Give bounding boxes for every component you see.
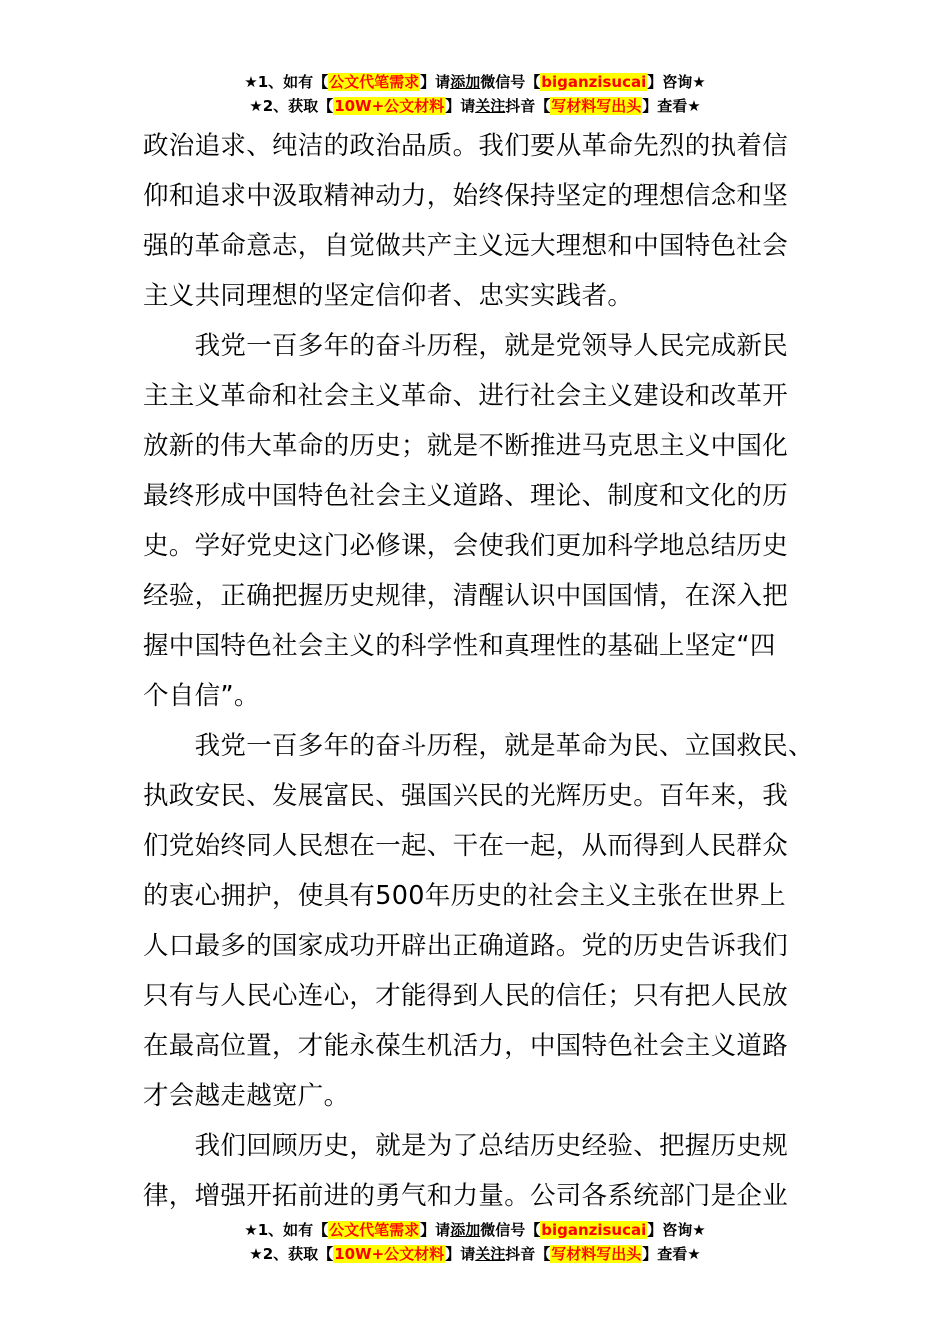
text-line: 主主义革命和社会主义革命、进行社会主义建设和改革开 (143, 381, 789, 411)
text-line: 主义共同理想的坚定信仰者、忠实实践者。 (143, 281, 634, 311)
text-line: 我们回顾历史，就是为了总结历史经验、把握历史规 (143, 1131, 789, 1161)
banner-text: 】请 (445, 1245, 476, 1263)
text-line: 握中国特色社会主义的科学性和真理性的基础上坚定“四 (143, 631, 776, 661)
banner-underlined: 添加 (450, 73, 481, 91)
banner-text: ★2、获取【 (249, 97, 334, 115)
footer-banner (0, 1218, 950, 1266)
text-line: 史。学好党史这门必修课，会使我们更加科学地总结历史 (143, 531, 789, 561)
text-line: 在最高位置，才能永葆生机活力，中国特色社会主义道路 (143, 1031, 789, 1061)
banner-text: 】咨询★ (647, 73, 706, 91)
banner-text: 】请 (420, 1221, 451, 1239)
banner-underlined: 添加 (450, 1221, 481, 1239)
banner-line-2 (0, 1242, 950, 1266)
banner-text: 微信号【 (480, 1221, 541, 1239)
banner-highlight: 10W+公文材料 (334, 97, 445, 115)
header-banner (0, 70, 950, 118)
banner-text: 】查看★ (642, 1245, 701, 1263)
text-line: 的衷心拥护，使具有500年历史的社会主义主张在世界上 (143, 881, 786, 911)
banner-underlined: 关注 (475, 97, 506, 115)
text-line: 执政安民、发展富民、强国兴民的光辉历史。百年来，我 (143, 781, 789, 811)
banner-text: ★2、获取【 (249, 1245, 334, 1263)
banner-highlight: 10W+公文材料 (334, 1245, 445, 1263)
banner-line-1 (0, 70, 950, 94)
banner-highlight: 写材料写出头 (551, 97, 642, 115)
banner-highlight: 写材料写出头 (551, 1245, 642, 1263)
banner-highlight: biganzisucai (541, 1221, 647, 1239)
text-line: 律，增强开拓前进的勇气和力量。公司各系统部门是企业 (143, 1181, 789, 1211)
banner-highlight: biganzisucai (541, 73, 647, 91)
text-line: 们党始终同人民想在一起、干在一起，从而得到人民群众 (143, 831, 789, 861)
banner-text: 】请 (420, 73, 451, 91)
banner-text: 】请 (445, 97, 476, 115)
document-body (143, 121, 813, 1221)
text-line: 放新的伟大革命的历史；就是不断推进马克思主义中国化 (143, 431, 789, 461)
banner-text: ★1、如有【 (244, 73, 329, 91)
text-line: 经验，正确把握历史规律，清醒认识中国国情，在深入把 (143, 581, 789, 611)
banner-line-2 (0, 94, 950, 118)
text-line: 才会越走越宽广。 (143, 1081, 350, 1111)
banner-text: ★1、如有【 (244, 1221, 329, 1239)
text-line: 最终形成中国特色社会主义道路、理论、制度和文化的历 (143, 481, 789, 511)
banner-text: 抖音【 (505, 97, 551, 115)
banner-text: 】咨询★ (647, 1221, 706, 1239)
text-line: 政治追求、纯洁的政治品质。我们要从革命先烈的执着信 (143, 131, 789, 161)
banner-text: 微信号【 (480, 73, 541, 91)
text-line: 仰和追求中汲取精神动力，始终保持坚定的理想信念和坚 (143, 181, 789, 211)
text-line: 只有与人民心连心，才能得到人民的信任；只有把人民放 (143, 981, 789, 1011)
banner-highlight: 公文代笔需求 (329, 1221, 420, 1239)
banner-highlight: 公文代笔需求 (329, 73, 420, 91)
text-line: 我党一百多年的奋斗历程，就是党领导人民完成新民 (143, 331, 789, 361)
text-line: 人口最多的国家成功开辟出正确道路。党的历史告诉我们 (143, 931, 789, 961)
text-line: 强的革命意志，自觉做共产主义远大理想和中国特色社会 (143, 231, 789, 261)
banner-text: 抖音【 (505, 1245, 551, 1263)
banner-underlined: 关注 (475, 1245, 506, 1263)
banner-line-1 (0, 1218, 950, 1242)
text-line: 我党一百多年的奋斗历程，就是革命为民、立国救民、 (143, 731, 814, 761)
banner-text: 】查看★ (642, 97, 701, 115)
text-line: 个自信”。 (143, 681, 260, 711)
